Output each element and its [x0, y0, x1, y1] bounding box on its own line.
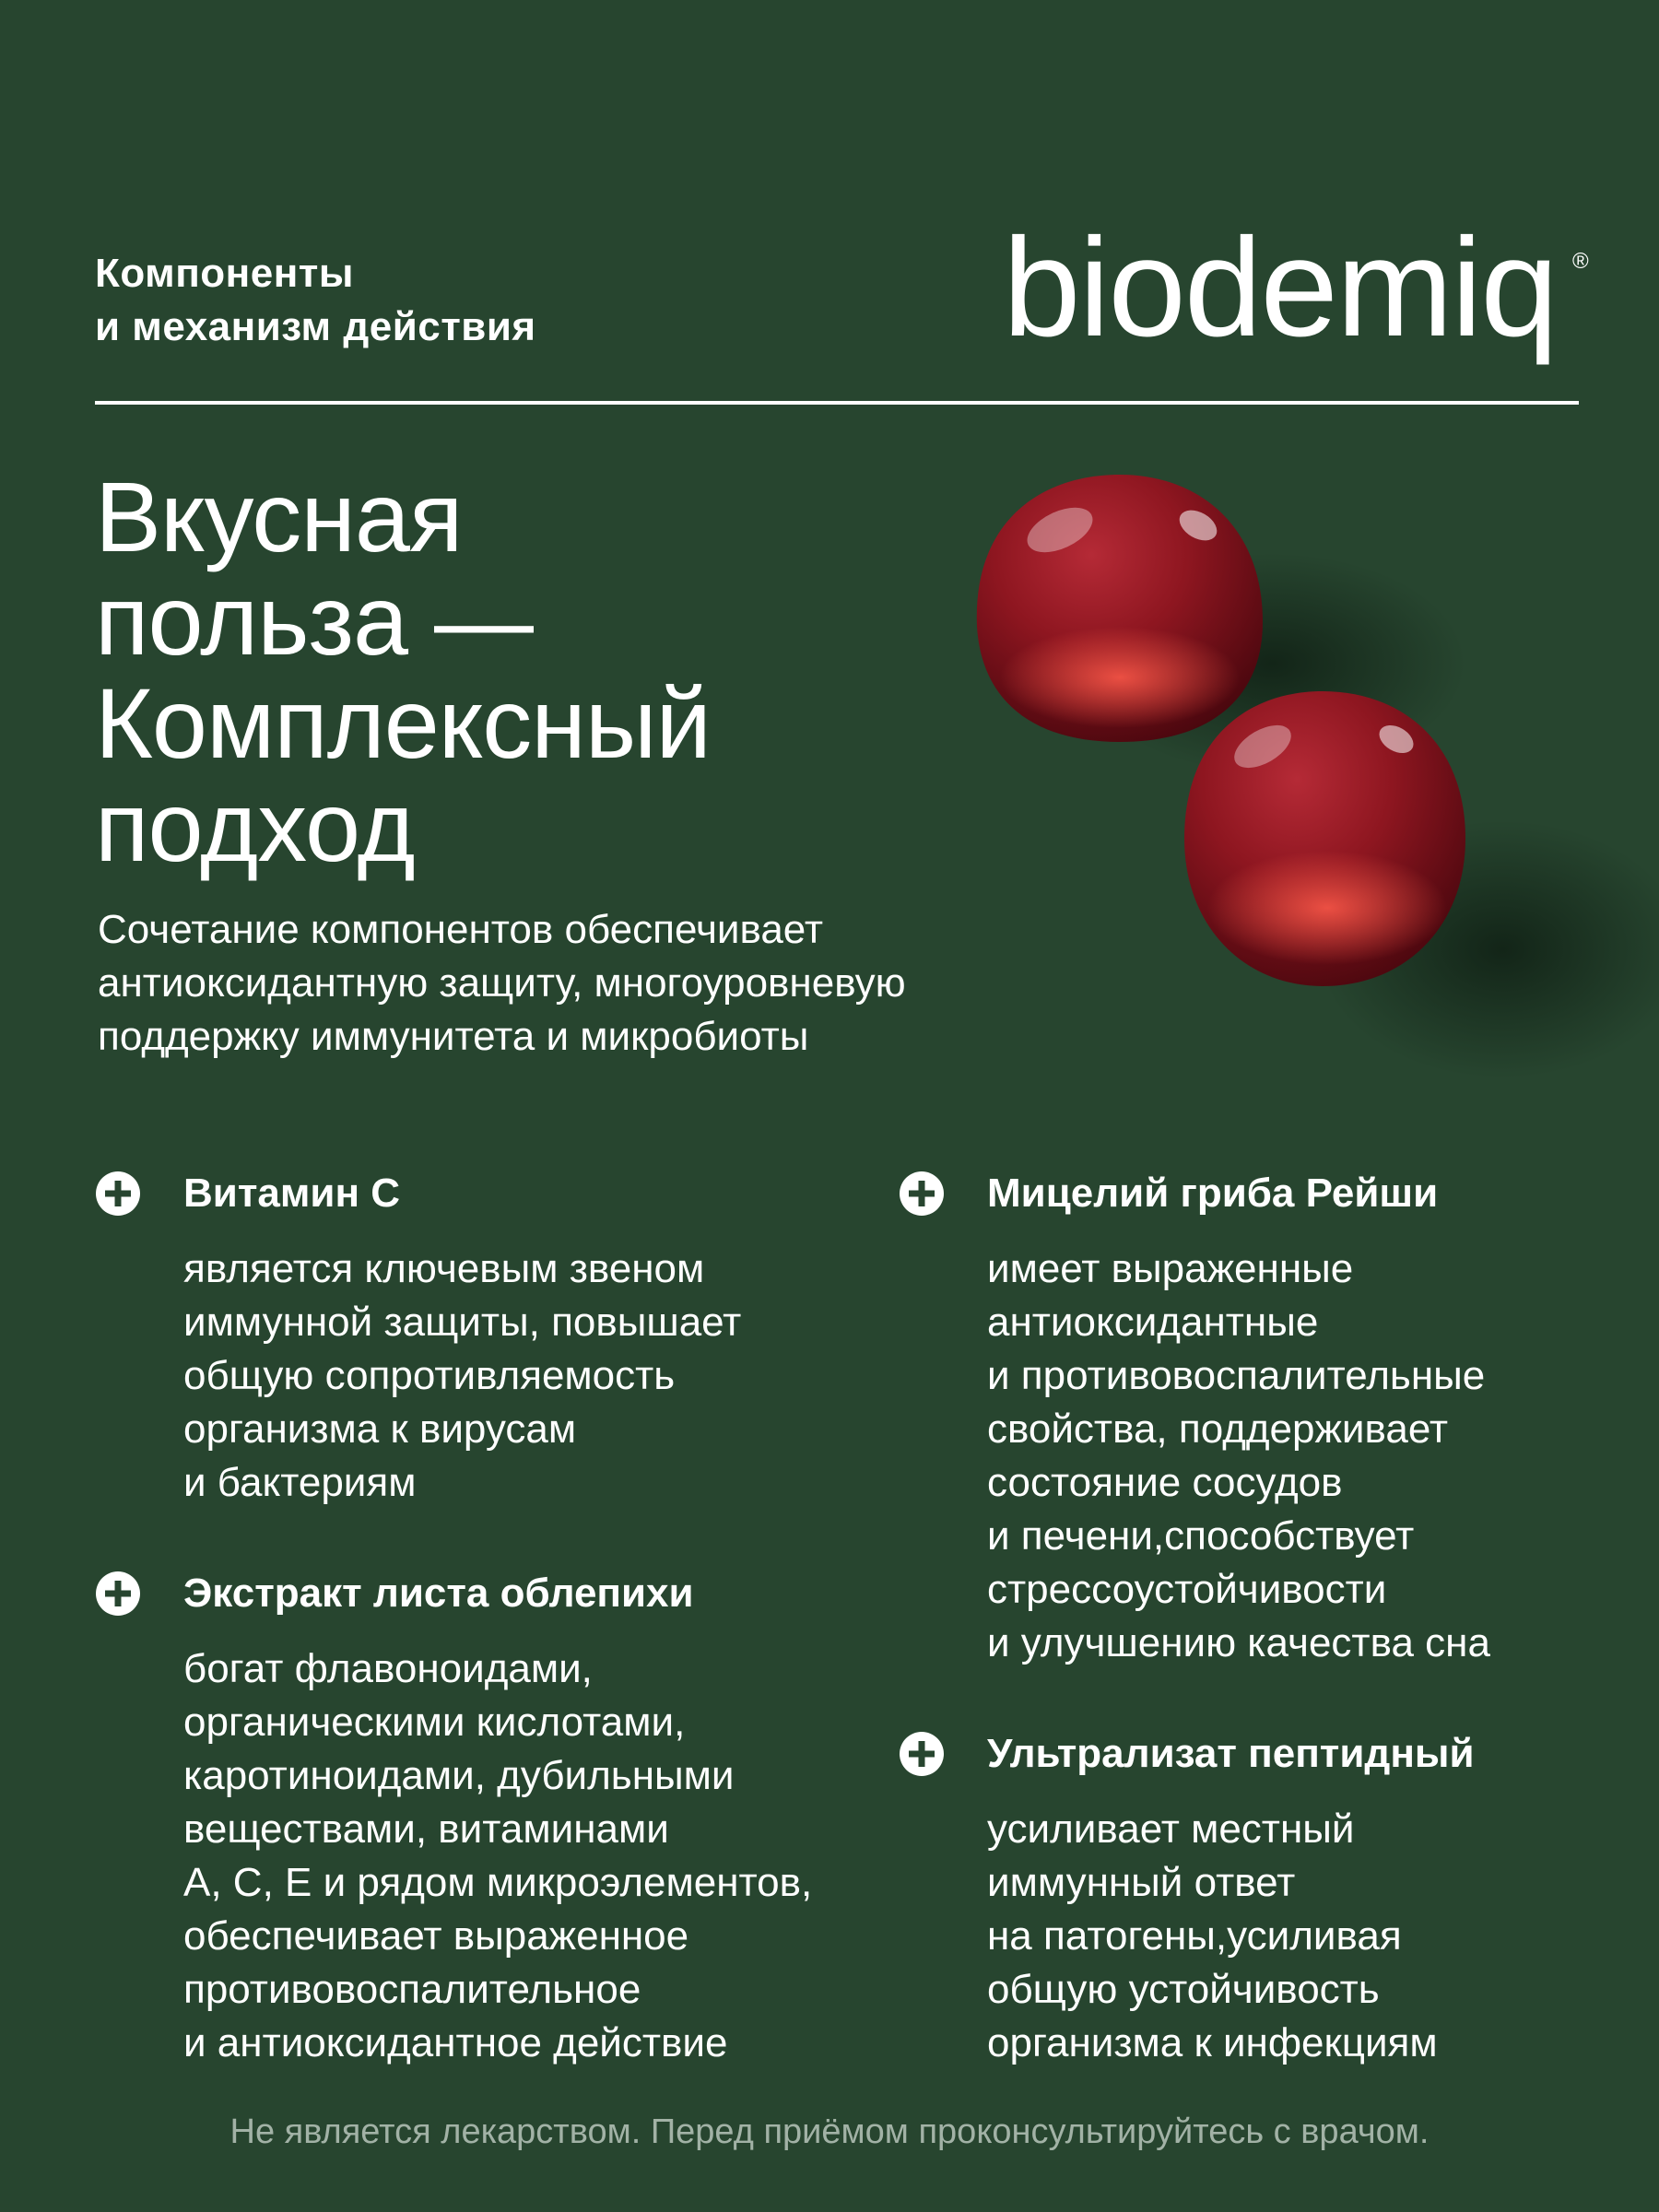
description-line: веществами, витаминами [183, 1806, 669, 1852]
description-line: богат флавоноидами, [183, 1646, 593, 1691]
component-description [987, 1803, 1438, 2070]
header-subtitle-line: и механизм действия [95, 304, 536, 349]
description-line: организма к инфекциям [987, 2020, 1438, 2065]
description-line: на патогены,усиливая [987, 1913, 1402, 1959]
headline-line: польза — [95, 564, 534, 676]
component-description [183, 1242, 741, 1510]
description-line: свойства, поддерживает [987, 1406, 1449, 1452]
description-line: состояние сосудов [987, 1460, 1343, 1505]
description-line: антиоксидантные [987, 1300, 1319, 1345]
intro-text [98, 903, 906, 1064]
description-line: имеет выраженные [987, 1246, 1354, 1291]
headline-line: подход [95, 771, 415, 882]
plus-circle-icon [899, 1171, 945, 1217]
description-line: общую сопротивляемость [183, 1353, 676, 1398]
description-line: стрессоустойчивости [987, 1567, 1387, 1612]
intro-line: антиоксидантную защиту, многоуровневую [98, 960, 906, 1006]
component-title: Мицелий гриба Рейши [987, 1171, 1439, 1216]
description-line: иммунной защиты, повышает [183, 1300, 742, 1345]
component-title: Ультрализат пептидный [987, 1731, 1475, 1776]
description-line: иммунный ответ [987, 1860, 1296, 1905]
component-title: Экстракт листа облепихи [183, 1571, 694, 1616]
description-line: противовоспалительное [183, 1967, 641, 2012]
headline-line: Вкусная [95, 461, 463, 572]
plus-circle-icon [95, 1171, 141, 1217]
page-headline [95, 461, 711, 882]
registered-mark: ® [1572, 249, 1589, 274]
description-line: А, С, Е и рядом микроэлементов, [183, 1860, 813, 1905]
description-line: обеспечивает выраженное [183, 1913, 689, 1959]
headline-line: Комплексный [95, 667, 711, 779]
header-subtitle [95, 247, 536, 354]
description-line: является ключевым звеном [183, 1246, 705, 1291]
description-line: и улучшению качества сна [987, 1620, 1490, 1665]
component-title: Витамин С [183, 1171, 401, 1216]
gummies-image [931, 433, 1659, 1134]
header-divider [95, 401, 1579, 405]
description-line: и печени,способствует [987, 1513, 1415, 1559]
component-description [183, 1642, 812, 2070]
component-description [987, 1242, 1490, 1670]
description-line: и бактериям [183, 1460, 417, 1505]
description-line: усиливает местный [987, 1806, 1355, 1852]
description-line: и противовоспалительные [987, 1353, 1486, 1398]
description-line: органическими кислотами, [183, 1700, 686, 1745]
intro-line: поддержку иммунитета и микробиоты [98, 1014, 809, 1059]
gummy-bottom [1184, 691, 1465, 986]
gummy-top [977, 475, 1263, 742]
description-line: и антиоксидантное действие [183, 2020, 728, 2065]
intro-line: Сочетание компонентов обеспечивает [98, 907, 823, 952]
description-line: организма к вирусам [183, 1406, 577, 1452]
description-line: общую устойчивость [987, 1967, 1380, 2012]
plus-circle-icon [899, 1731, 945, 1777]
header-subtitle-line: Компоненты [95, 251, 354, 296]
description-line: каротиноидами, дубильными [183, 1753, 735, 1798]
disclaimer-text: Не является лекарством. Перед приёмом проконсультируйтесь с врачом. [229, 2112, 1430, 2151]
plus-circle-icon [95, 1571, 141, 1617]
brand-logo: biodemiq [1003, 209, 1557, 366]
